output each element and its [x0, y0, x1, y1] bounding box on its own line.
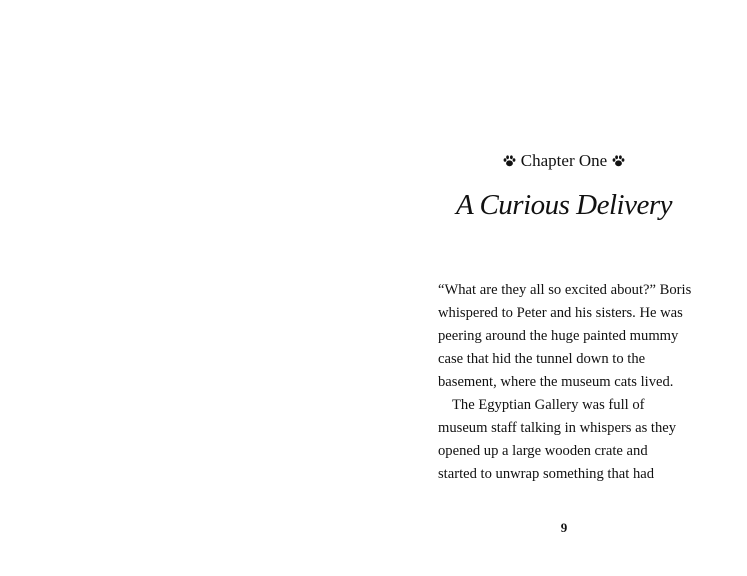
- body-line: case that hid the tunnel down to the: [438, 351, 646, 367]
- chapter-label: [437, 150, 691, 172]
- body-line: started to unwrap something that had: [438, 466, 655, 482]
- body-line: museum staff talking in whispers as they: [438, 420, 677, 436]
- body-line: “What are they all so excited about?” Boris: [438, 282, 692, 298]
- body-line: basement, where the museum cats lived.: [438, 374, 674, 390]
- body-line: whispered to Peter and his sisters. He was: [438, 305, 683, 321]
- body-line-paragraph-start: The Egyptian Gallery was full of: [452, 397, 645, 413]
- paw-print-icon: [612, 155, 625, 167]
- paw-print-icon: [503, 155, 516, 167]
- body-line: opened up a large wooden crate and: [438, 443, 648, 459]
- body-line: peering around the huge painted mummy: [438, 328, 679, 344]
- chapter-title: A Curious Delivery: [456, 189, 672, 221]
- page-number: 9: [560, 520, 568, 535]
- left-page-blank: [0, 0, 373, 576]
- chapter-label-text: Chapter One: [520, 151, 608, 170]
- body-text: [438, 279, 694, 486]
